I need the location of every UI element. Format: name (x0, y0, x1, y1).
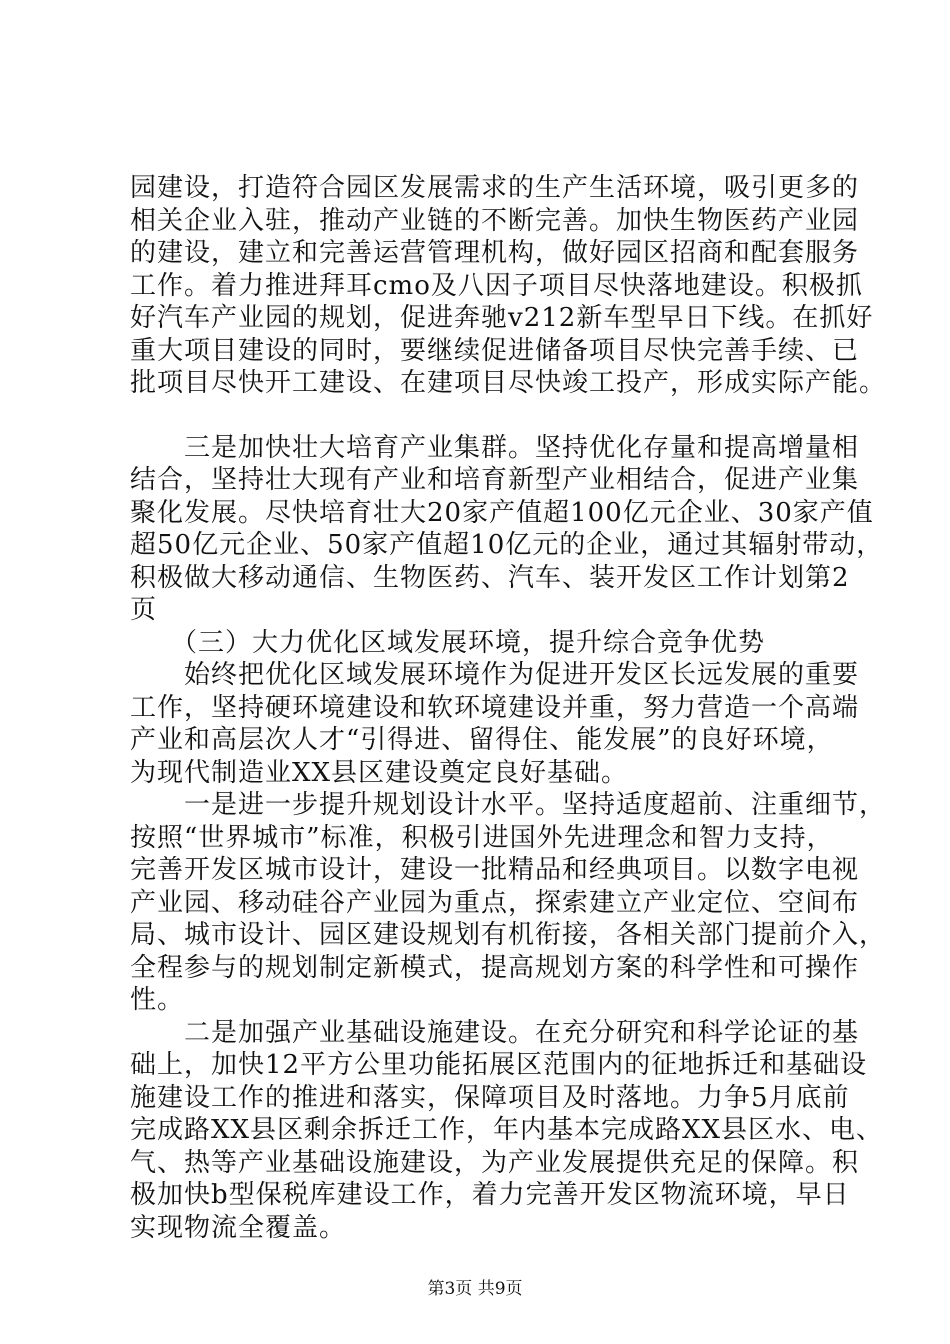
text-line: 重大项目建设的同时，要继续促进储备项目尽快完善手续、已 (130, 335, 860, 366)
text-line: 全程参与的规划制定新模式，提高规划方案的科学性和可操作 (130, 952, 860, 983)
text-line: 产业和高层次人才“引得进、留得住、能发展”的良好环境， (130, 725, 834, 755)
text-line: 结合，坚持壮大现有产业和培育新型产业相结合，促进产业集 (130, 465, 860, 495)
text-line: 二是加强产业基础设施建设。在充分研究和科学论证的基 (130, 1017, 860, 1048)
text-line: 超50亿元企业、50家产值超10亿元的企业，通过其辐射带动， (130, 530, 884, 560)
heading-line: （三）大力优化区域发展环境，提升综合竞争优势 (130, 627, 766, 658)
text-line: 实现物流全覆盖。 (130, 1212, 347, 1243)
text-line: 始终把优化区域发展环境作为促进开发区长远发展的重要 (130, 660, 860, 690)
page-number-footer: 第3页 共9页 (427, 1279, 523, 1299)
text-line: 局、城市设计、园区建设规划有机衔接，各相关部门提前介入， (130, 920, 887, 950)
text-line: 极加快b型保税库建设工作，着力完善开发区物流环境，早日 (130, 1180, 850, 1210)
text-line: 础上，加快12平方公里功能拓展区范围内的征地拆迁和基础设 (130, 1050, 868, 1080)
text-line: 的建设，建立和完善运营管理机构，做好园区招商和配套服务 (130, 238, 860, 268)
text-line: 性。 (130, 985, 185, 1015)
text-line: 积极做大移动通信、生物医药、汽车、装开发区工作计划第2 (130, 562, 850, 593)
text-line: 为现代制造业XX县区建设奠定良好基础。 (130, 757, 629, 788)
paragraph-planning (130, 789, 887, 1017)
text-line: 工作。着力推进拜耳cmo及八因子项目尽快落地建设。积极抓 (130, 270, 863, 301)
text-line: 气、热等产业基础设施建设，为产业发展提供充足的保障。积 (130, 1147, 860, 1178)
text-line: 完善开发区城市设计，建设一批精品和经典项目。以数字电视 (130, 855, 860, 885)
text-line: 工作，坚持硬环境建设和软环境建设并重，努力营造一个高端 (130, 692, 860, 723)
text-line: 一是进一步提升规划设计水平。坚持适度超前、注重细节， (130, 790, 887, 820)
text-line: 产业园、移动硅谷产业园为重点，探索建立产业定位、空间布 (130, 887, 860, 918)
paragraph-environment (130, 659, 860, 789)
text-line: 按照“世界城市”标准，积极引进国外先进理念和智力支持， (130, 822, 834, 853)
text-line: 三是加快壮大培育产业集群。坚持优化存量和提高增量相 (130, 432, 860, 463)
section-heading (130, 627, 842, 660)
paragraph-industry-cluster (130, 432, 884, 627)
paragraph-infrastructure (130, 1017, 884, 1245)
text-line: 聚化发展。尽快培育壮大20家产值超100亿元企业、30家产值 (130, 497, 874, 528)
paragraph-spacer (130, 400, 842, 432)
text-line: 施建设工作的推进和落实，保障项目及时落地。力争5月底前 (130, 1082, 850, 1113)
text-line: 相关企业入驻，推动产业链的不断完善。加快生物医药产业园 (130, 205, 860, 236)
paragraph-park-construction (130, 172, 887, 400)
text-line: 好汽车产业园的规划，促进奔驰v212新车型早日下线。在抓好 (130, 303, 874, 333)
text-line: 园建设，打造符合园区发展需求的生产生活环境，吸引更多的 (130, 173, 860, 203)
text-line: 页 (130, 595, 158, 625)
document-body (130, 172, 887, 1244)
text-line: 批项目尽快开工建设、在建项目尽快竣工投产，形成实际产能。 (130, 368, 887, 398)
text-line: 完成路XX县区剩余拆迁工作，年内基本完成路XX县区水、电、 (130, 1115, 884, 1145)
